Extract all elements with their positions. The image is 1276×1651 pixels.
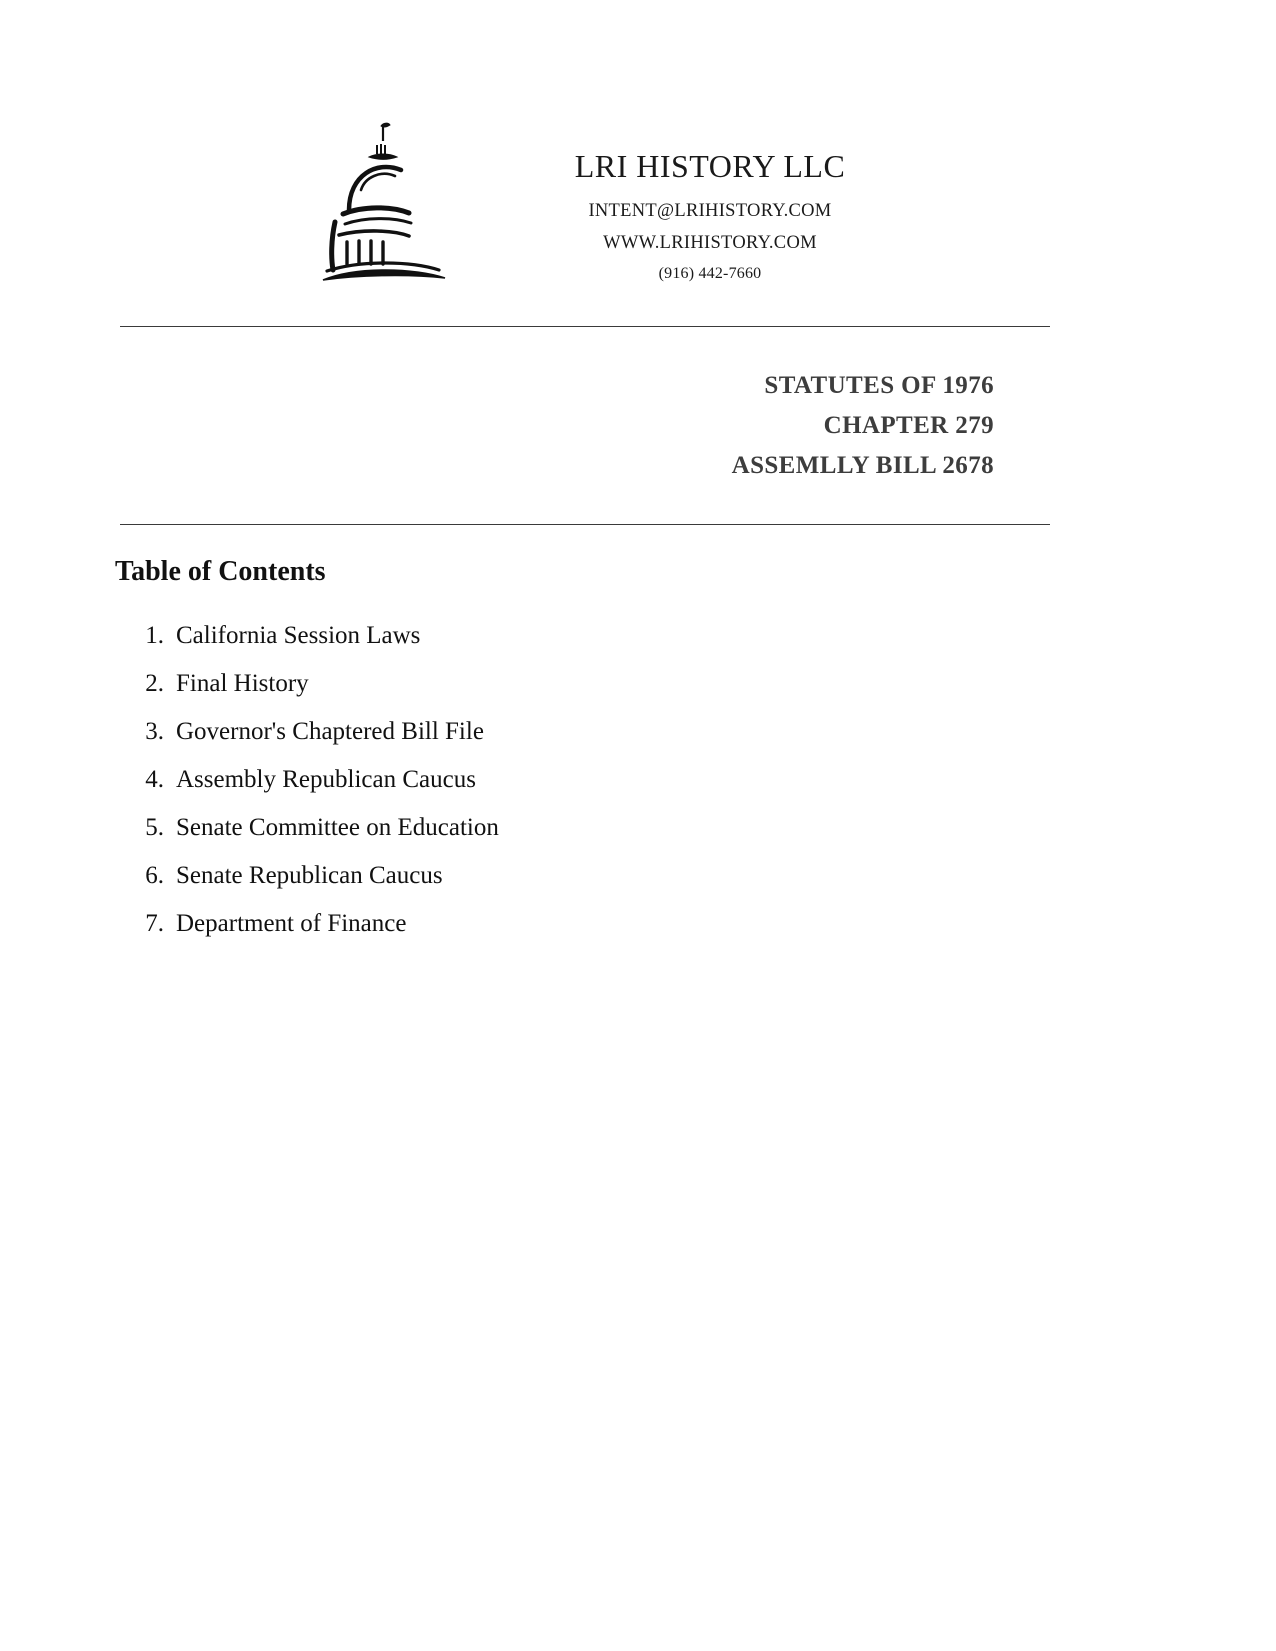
bill-number: ASSEMLLY BILL 2678 — [731, 452, 994, 479]
list-item-label: Final History — [176, 670, 309, 697]
list-item — [118, 756, 499, 804]
list-item-number: 4. — [145, 766, 164, 793]
list-item-label: Department of Finance — [176, 910, 407, 937]
list-item — [118, 804, 499, 852]
list-item-label: California Session Laws — [176, 622, 421, 649]
page-title: Table of Contents — [115, 556, 326, 587]
list-item-label: Senate Committee on Education — [176, 814, 499, 841]
statutes-year: STATUTES OF 1976 — [764, 372, 994, 399]
list-item-number: 3. — [145, 718, 164, 745]
list-item-number: 2. — [145, 670, 164, 697]
org-name: LRI HISTORY LLC — [574, 148, 846, 184]
capitol-dome-icon — [305, 118, 455, 288]
title-block — [120, 366, 994, 486]
list-item — [118, 660, 499, 708]
list-item — [118, 852, 499, 900]
logo — [290, 118, 470, 288]
website-text: WWW.LRIHISTORY.COM — [603, 233, 817, 253]
list-item-number: 5. — [145, 814, 164, 841]
letterhead — [0, 118, 1276, 294]
list-item — [118, 708, 499, 756]
list-item-number: 1. — [145, 622, 164, 649]
table-of-contents-list — [118, 612, 499, 948]
list-item-number: 6. — [145, 862, 164, 889]
email-text: INTENT@LRIHISTORY.COM — [588, 201, 832, 221]
list-item — [118, 900, 499, 948]
phone-text: (916) 442-7660 — [658, 265, 762, 282]
list-item-number: 7. — [145, 910, 164, 937]
chapter-number: CHAPTER 279 — [823, 412, 994, 439]
list-item-label: Governor's Chaptered Bill File — [176, 718, 484, 745]
contact-block — [500, 118, 920, 294]
list-item — [118, 612, 499, 660]
divider-bottom — [120, 524, 1050, 525]
list-item-label: Assembly Republican Caucus — [176, 766, 476, 793]
divider-top — [120, 326, 1050, 327]
list-item-label: Senate Republican Caucus — [176, 862, 443, 889]
